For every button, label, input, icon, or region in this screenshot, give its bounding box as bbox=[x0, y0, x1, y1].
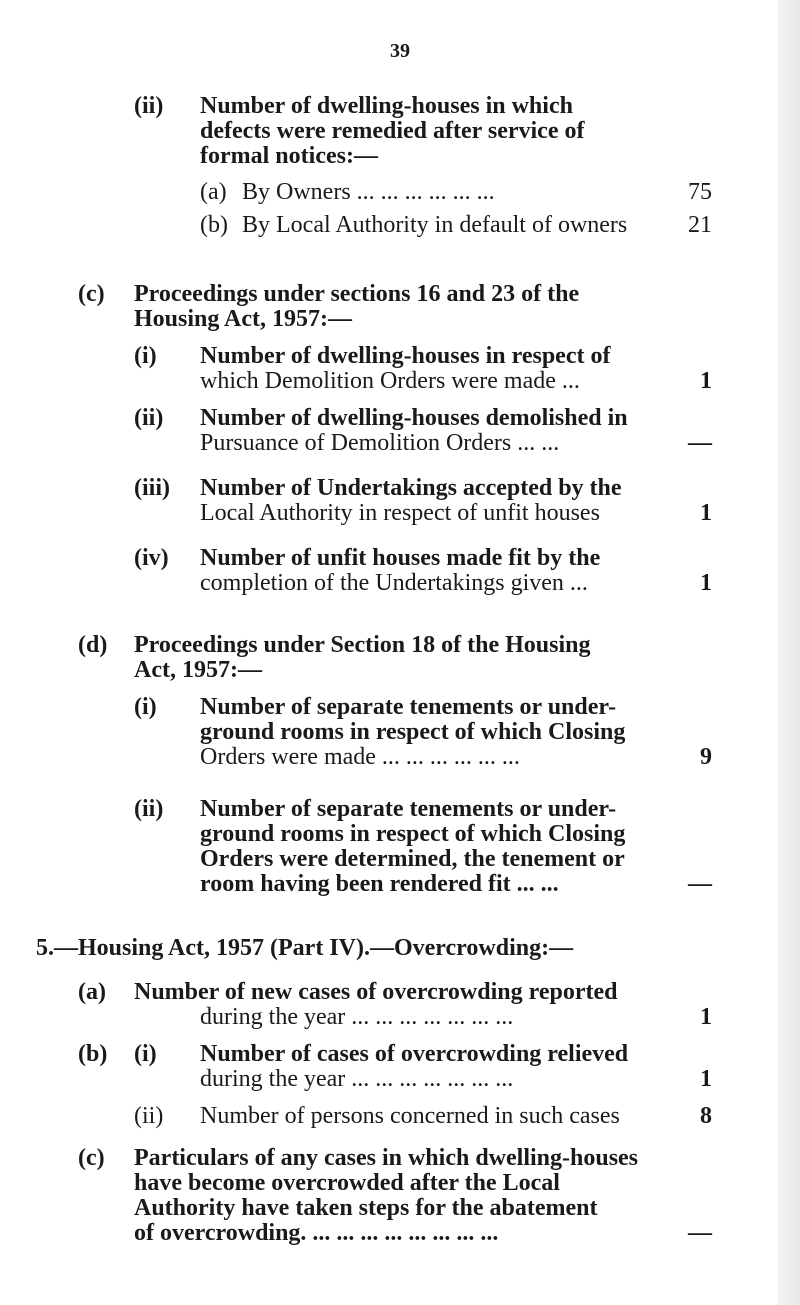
item-text-line: Orders were determined, the tenement or bbox=[200, 846, 625, 872]
sub-item-text: By Local Authority in default of owners bbox=[242, 212, 628, 238]
item-text-line: have become overcrowded after the Local bbox=[134, 1170, 560, 1196]
item-value: — bbox=[688, 1220, 712, 1246]
page-edge-shadow bbox=[778, 0, 800, 1305]
section-heading-line: Proceedings under Section 18 of the Housing bbox=[134, 632, 591, 658]
sub-item-text: By Owners ... ... ... ... ... ... bbox=[242, 179, 495, 205]
item-value: 1 bbox=[700, 368, 712, 394]
item-value: — bbox=[688, 430, 712, 456]
item-label: (ii) bbox=[134, 796, 164, 822]
item-text-line: Number of persons concerned in such cases bbox=[200, 1103, 620, 1129]
item-text-line: Number of Undertakings accepted by the bbox=[200, 475, 622, 501]
item-text-line: Number of dwelling-houses in which bbox=[200, 93, 573, 119]
item-text-line: ground rooms in respect of which Closing bbox=[200, 719, 626, 745]
sub-item-label: (ii) bbox=[134, 1103, 164, 1129]
sub-item-value: 21 bbox=[688, 212, 712, 238]
item-text-line: Local Authority in respect of unfit houses bbox=[200, 500, 600, 526]
sub-item-label: (i) bbox=[134, 1041, 157, 1067]
item-value: — bbox=[688, 871, 712, 897]
item-text-line: Number of separate tenements or under- bbox=[200, 694, 617, 720]
item-label: (iii) bbox=[134, 475, 170, 501]
item-value: 8 bbox=[700, 1103, 712, 1129]
item-text-line: Orders were made ... ... ... ... ... ... bbox=[200, 744, 520, 770]
item-label: (b) bbox=[78, 1041, 108, 1067]
section-heading-line: Act, 1957:— bbox=[134, 657, 262, 683]
item-text-line: formal notices:— bbox=[200, 143, 378, 169]
item-text-line: Number of cases of overcrowding relieved bbox=[200, 1041, 629, 1067]
sub-item-value: 75 bbox=[688, 179, 712, 205]
section-label: (c) bbox=[78, 281, 105, 307]
page-number: 39 bbox=[390, 40, 410, 62]
item-text-line: Authority have taken steps for the abatement bbox=[134, 1195, 598, 1221]
item-text-line: Pursuance of Demolition Orders ... ... bbox=[200, 430, 560, 456]
item-label: (ii) bbox=[134, 405, 164, 431]
item-text-line: Number of unfit houses made fit by the bbox=[200, 545, 601, 571]
item-label: (i) bbox=[134, 343, 157, 369]
item-value: 1 bbox=[700, 570, 712, 596]
item-text-line: ground rooms in respect of which Closing bbox=[200, 821, 626, 847]
section-heading-line: Housing Act, 1957:— bbox=[134, 306, 353, 332]
item-text-line: room having been rendered fit ... ... bbox=[200, 871, 559, 897]
section-heading: 5.—Housing Act, 1957 (Part IV).—Overcrowding:— bbox=[36, 935, 574, 961]
item-label: (c) bbox=[78, 1145, 105, 1171]
item-value: 9 bbox=[700, 744, 712, 770]
section-heading-line: Proceedings under sections 16 and 23 of the bbox=[134, 281, 580, 307]
item-text-line: which Demolition Orders were made ... bbox=[200, 368, 580, 394]
item-label: (iv) bbox=[134, 545, 169, 571]
item-text-line: during the year ... ... ... ... ... ... ... bbox=[200, 1004, 514, 1030]
item-label: (a) bbox=[78, 979, 106, 1005]
item-text-line: of overcrowding. ... ... ... ... ... ... ... ... bbox=[134, 1220, 499, 1246]
section-label: (d) bbox=[78, 632, 108, 658]
item-text-line: Number of separate tenements or under- bbox=[200, 796, 617, 822]
item-value: 1 bbox=[700, 1066, 712, 1092]
item-text-line: Number of dwelling-houses in respect of bbox=[200, 343, 611, 369]
item-label: (ii) bbox=[134, 93, 164, 119]
item-text-line: Number of new cases of overcrowding reported bbox=[134, 979, 618, 1005]
item-text-line: during the year ... ... ... ... ... ... ... bbox=[200, 1066, 514, 1092]
item-text-line: completion of the Undertakings given ... bbox=[200, 570, 588, 596]
sub-item-label: (a) bbox=[200, 179, 227, 205]
item-label: (i) bbox=[134, 694, 157, 720]
item-text-line: Particulars of any cases in which dwelling-houses bbox=[134, 1145, 639, 1171]
sub-item-label: (b) bbox=[200, 212, 228, 238]
item-value: 1 bbox=[700, 500, 712, 526]
item-text-line: Number of dwelling-houses demolished in bbox=[200, 405, 628, 431]
item-text-line: defects were remedied after service of bbox=[200, 118, 585, 144]
item-value: 1 bbox=[700, 1004, 712, 1030]
